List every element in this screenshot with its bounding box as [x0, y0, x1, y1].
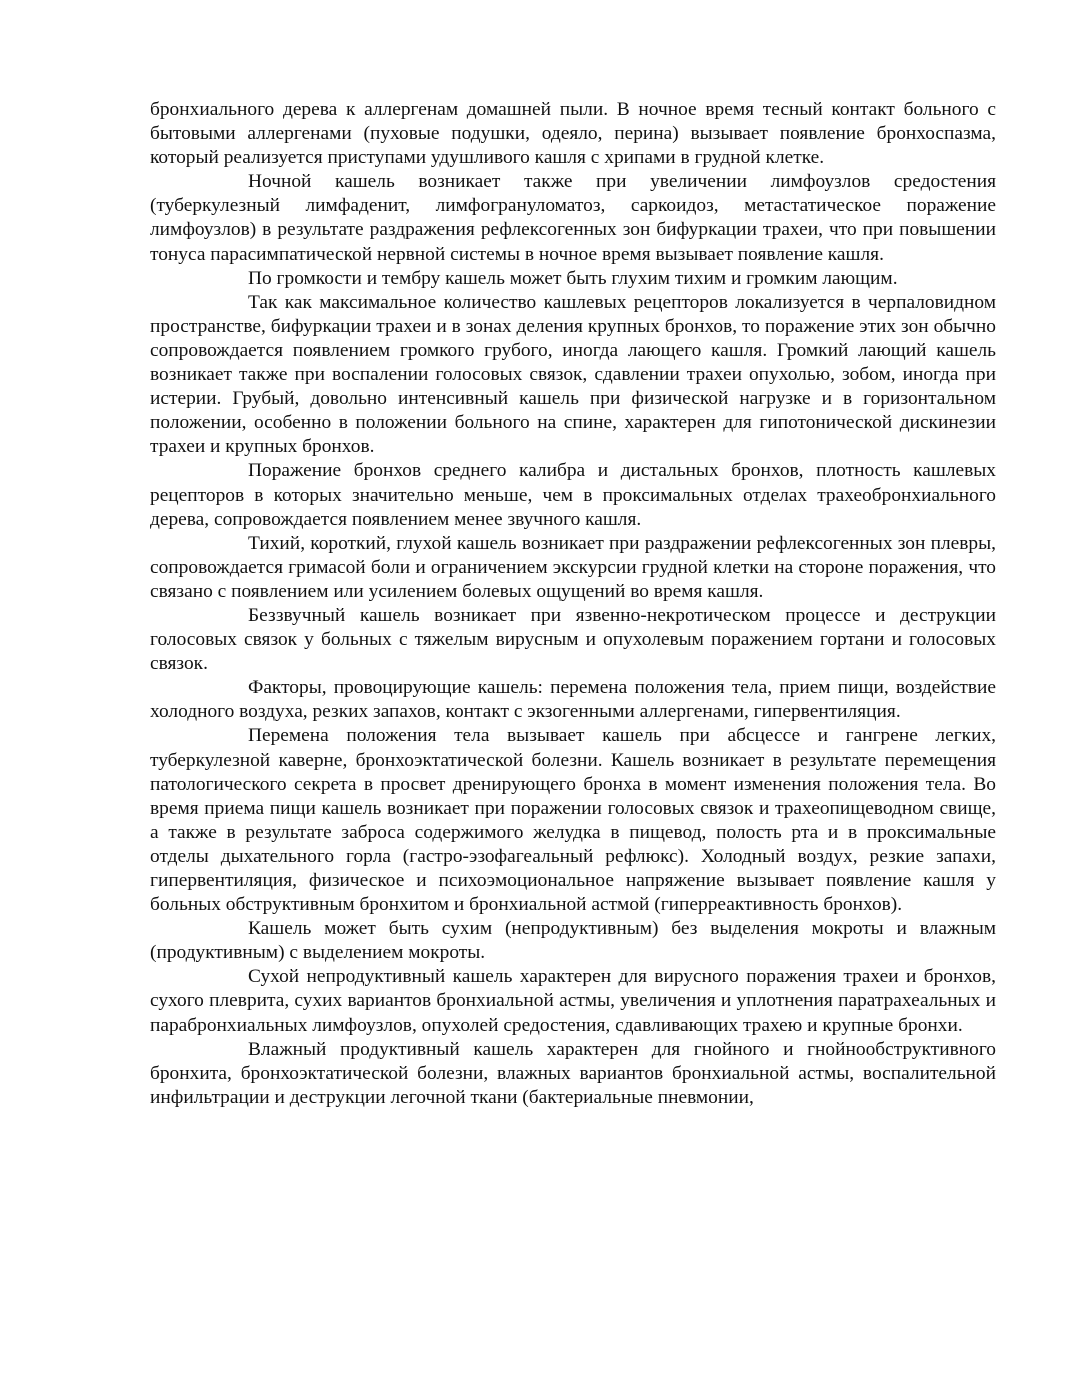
paragraph-dry-wet-cough: Кашель может быть сухим (непродуктивным) без выделения мокроты и влажным (продуктивным) с выделением мокроты. [150, 918, 996, 964]
paragraph-body-position: Перемена положения тела вызывает кашель при абсцессе и гангрене легких, туберкулезной каверне, бронхоэктатической болезни. Кашель возникает в результате перемещения патологического секрета в просвет дренирующего бронха в момент изменения положения тела. Во время приема пищи кашель возникает при поражении голосовых связок и трахеопищеводном свище, а также в результате заброса содержимого желудка в пищевод, полость рта и в проксимальные отделы дыхательного горла (гастро-эзофагеальный рефлюкс). Холодный воздух, резкие запахи, гипервентиляция, физическое и психоэмоциональное напряжение вызывает появление кашля у больных обструктивным бронхитом и бронхиальной астмой (гиперреактивность бронхов). [150, 725, 996, 916]
paragraph-loudness-timbre: По громкости и тембру кашель может быть глухим тихим и громким лающим. [248, 267, 898, 289]
paragraph-wet-cough: Влажный продуктивный кашель характерен для гнойного и гнойнообструктивного бронхита, бронхоэктатической болезни, влажных вариантов бронхиальной астмы, воспалительной инфильтрации и деструкции легочной ткани (бактериальные пневмонии, [150, 1038, 996, 1108]
paragraph-provoking-factors: Факторы, провоцирующие кашель: перемена положения тела, прием пищи, воздействие холодного воздуха, резких запахов, контакт с экзогенными аллергенами, гипервентиляция. [150, 677, 996, 723]
document-page [150, 98, 996, 1110]
paragraph-continuation: бронхиального дерева к аллергенам домашней пыли. В ночное время тесный контакт больного с бытовыми аллергенами (пуховые подушки, одеяло, перина) вызывает появление бронхоспазма, который реализуется приступами удушливого кашля с хрипами в грудной клетке. [150, 99, 996, 169]
paragraph-quiet-cough: Тихий, короткий, глухой кашель возникает при раздражении рефлексогенных зон плевры, сопровождается гримасой боли и ограничением экскурсии грудной клетки на стороне поражения, что связано с появлением или усилением болевых ощущений во время кашля. [150, 532, 996, 602]
paragraph-silent-cough: Беззвучный кашель возникает при язвенно-некротическом процессе и деструкции голосовых связок у больных с тяжелым вирусным и опухолевым поражением гортани и голосовых связок. [150, 604, 996, 675]
paragraph-night-cough: Ночной кашель возникает также при увеличении лимфоузлов средостения (туберкулезный лимфаденит, лимфогрануломатоз, саркоидоз, метастатическое поражение лимфоузлов) в результате раздражения рефлексогенных зон бифуркации трахеи, что при повышении тонуса парасимпатической нервной системы в ночное время вызывает появление кашля. [150, 171, 996, 265]
paragraph-medium-bronchi: Поражение бронхов среднего калибра и дистальных бронхов, плотность кашлевых рецепторов в которых значительно меньше, чем в проксимальных отделах трахеобронхиального дерева, сопровождается появлением менее звучного кашля. [150, 460, 996, 530]
paragraph-cough-receptors: Так как максимальное количество кашлевых рецепторов локализуется в черпаловидном пространстве, бифуркации трахеи и в зонах деления крупных бронхов, то поражение этих зон обычно сопровождается появлением громкого грубого, иногда лающего кашля. Громкий лающий кашель возникает также при воспалении голосовых связок, сдавлении трахеи опухолью, зобом, иногда при истерии. Грубый, довольно интенсивный кашель при физической нагрузке и в горизонтальном положении, особенно в положении больного на спине, характерен для гипотонической дискинезии трахеи и крупных бронхов. [150, 291, 996, 458]
paragraph-dry-cough: Сухой непродуктивный кашель характерен для вирусного поражения трахеи и бронхов, сухого плеврита, сухих вариантов бронхиальной астмы, увеличения и уплотнения паратрахеальных и парабронхиальных лимфоузлов, опухолей средостения, сдавливающих трахею и крупные бронхи. [150, 966, 996, 1036]
